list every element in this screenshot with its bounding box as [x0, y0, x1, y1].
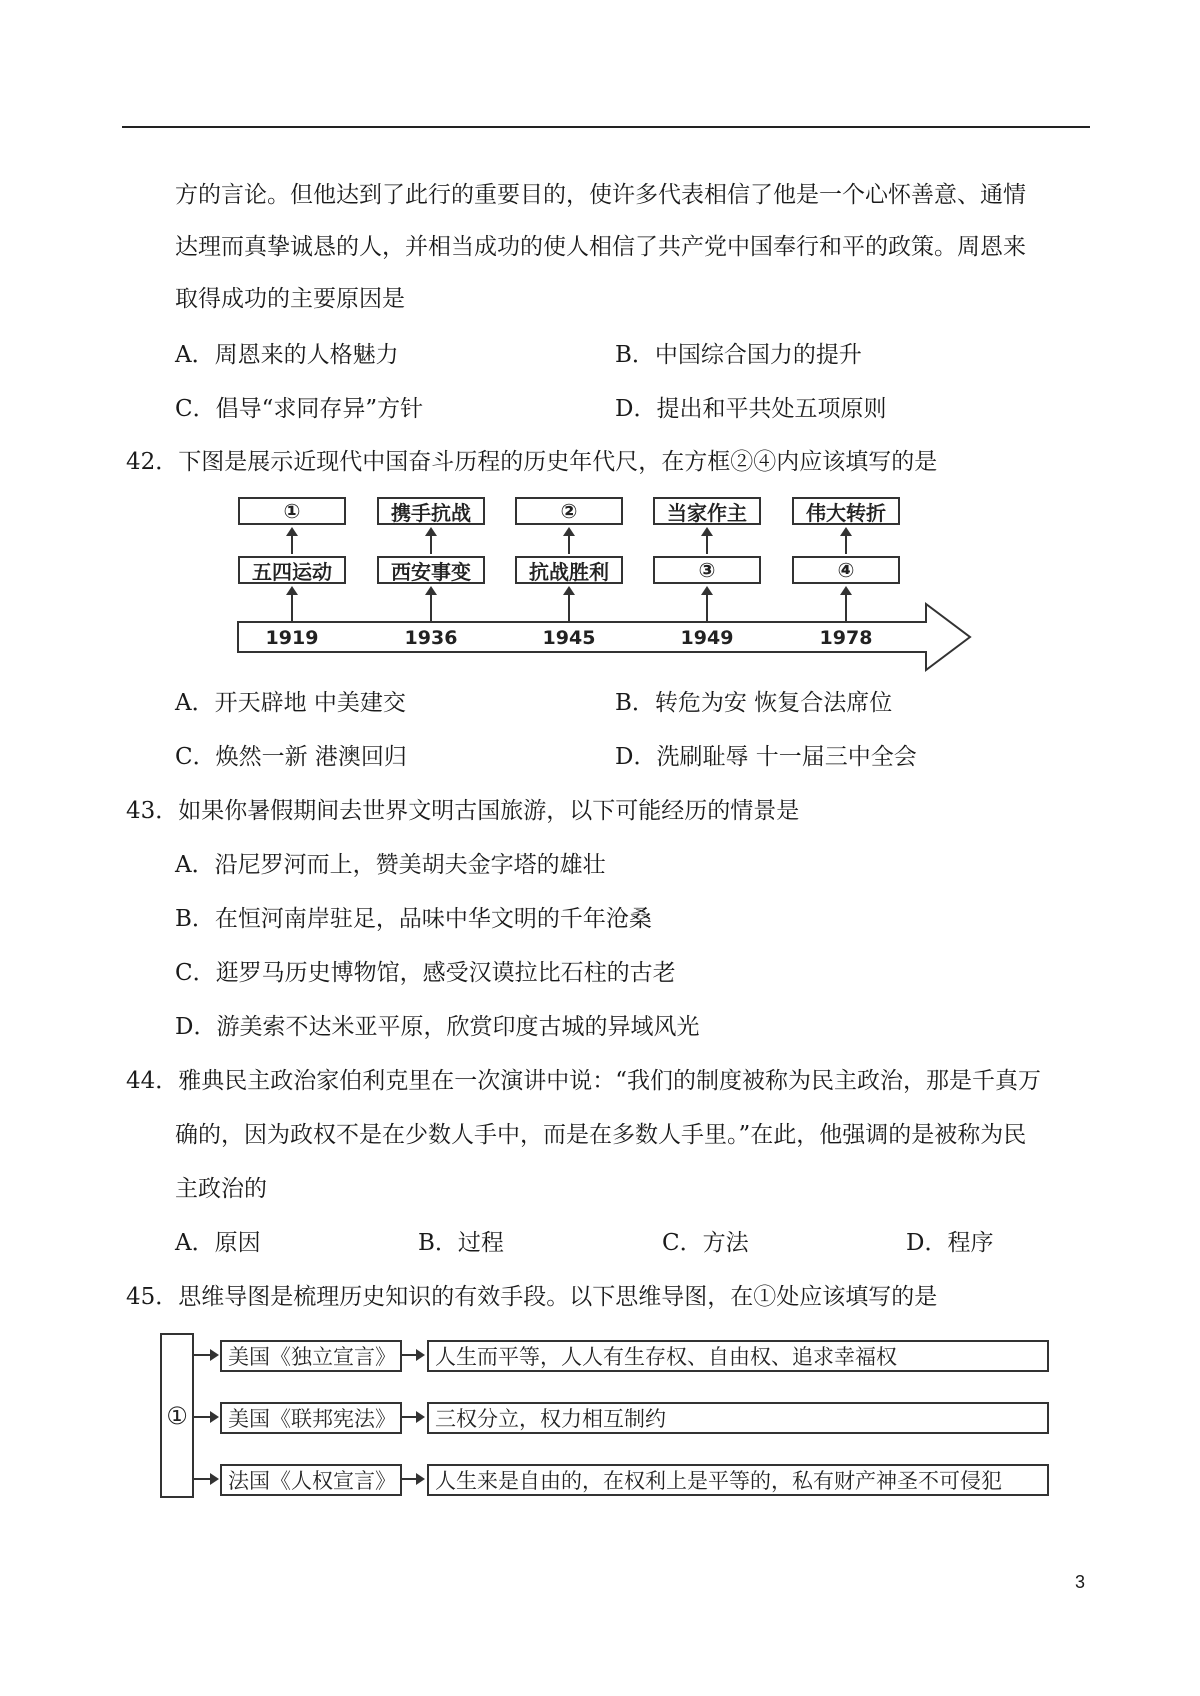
q44-line1: 44．雅典民主政治家伯利克里在一次演讲中说：“我们的制度被称为民主政治，那是千真万	[126, 1068, 1042, 1094]
mindmap-arrow	[194, 1416, 212, 1418]
q41-line1: 方的言论。但他达到了此行的重要目的，使许多代表相信了他是一个心怀善意、通情	[175, 182, 1026, 208]
q41-option-c[interactable]: C．倡导“求同存异”方针	[175, 396, 424, 422]
q43-option-c[interactable]: C．逛罗马历史博物馆，感受汉谟拉比石柱的古老	[175, 960, 676, 986]
timeline-arrow	[706, 534, 708, 554]
timeline-year-2: 1936	[404, 627, 458, 649]
q44-option-a[interactable]: A．原因	[175, 1230, 261, 1256]
q45-stem: 45．思维导图是梳理历史知识的有效手段。以下思维导图，在①处应该填写的是	[126, 1284, 938, 1310]
timeline-top-3: ②	[515, 497, 623, 525]
q44-option-c[interactable]: C．方法	[662, 1230, 749, 1256]
timeline-year-1: 1919	[265, 627, 319, 649]
q44-line2: 确的，因为政权不是在少数人手中，而是在多数人手里。”在此，他强调的是被称为民	[175, 1122, 1027, 1148]
mindmap-arrow	[194, 1478, 212, 1480]
q44-option-d[interactable]: D．程序	[906, 1230, 994, 1256]
q41-option-a[interactable]: A．周恩来的人格魅力	[175, 342, 399, 368]
timeline-top-1: ①	[238, 497, 346, 525]
q43-option-d[interactable]: D．游美索不达米亚平原，欣赏印度古城的异域风光	[175, 1014, 700, 1040]
q42-option-d[interactable]: D．洗刷耻辱 十一届三中全会	[615, 744, 917, 770]
mindmap-doc-3: 法国《人权宣言》	[220, 1464, 402, 1496]
q44-option-b[interactable]: B．过程	[418, 1230, 504, 1256]
mindmap-arrow	[402, 1354, 418, 1356]
timeline-mid-4: ③	[653, 556, 761, 584]
timeline-mid-3: 抗战胜利	[515, 556, 623, 584]
timeline-arrow	[430, 534, 432, 554]
timeline-top-4: 当家作主	[653, 497, 761, 525]
mindmap-doc-2: 美国《联邦宪法》	[220, 1402, 402, 1434]
timeline-arrow	[845, 534, 847, 554]
timeline-arrow	[568, 534, 570, 554]
timeline-top-2: 携手抗战	[377, 497, 485, 525]
timeline-mid-5: ④	[792, 556, 900, 584]
mindmap-doc-1: 美国《独立宣言》	[220, 1340, 402, 1372]
mindmap-root: ①	[160, 1333, 194, 1498]
q43-option-b[interactable]: B．在恒河南岸驻足，品味中华文明的千年沧桑	[175, 906, 652, 932]
q42-option-b[interactable]: B．转危为安 恢复合法席位	[615, 690, 893, 716]
q41-option-d[interactable]: D．提出和平共处五项原则	[615, 396, 887, 422]
q42-option-c[interactable]: C．焕然一新 港澳回归	[175, 744, 407, 770]
mindmap-content-2: 三权分立，权力相互制约	[427, 1402, 1049, 1434]
mindmap-content-3: 人生来是自由的，在权利上是平等的，私有财产神圣不可侵犯	[427, 1464, 1049, 1496]
q42-stem: 42．下图是展示近现代中国奋斗历程的历史年代尺，在方框②④内应该填写的是	[126, 449, 938, 475]
mindmap-content-1: 人生而平等，人人有生存权、自由权、追求幸福权	[427, 1340, 1049, 1372]
timeline-mid-2: 西安事变	[377, 556, 485, 584]
timeline-top-5: 伟大转折	[792, 497, 900, 525]
header-rule	[122, 126, 1090, 128]
q41-line2: 达理而真挚诚恳的人，并相当成功的使人相信了共产党中国奉行和平的政策。周恩来	[175, 234, 1026, 260]
q43-option-a[interactable]: A．沿尼罗河而上，赞美胡夫金字塔的雄壮	[175, 852, 606, 878]
timeline-year-5: 1978	[819, 627, 873, 649]
q41-line3: 取得成功的主要原因是	[175, 286, 405, 312]
q44-line3: 主政治的	[175, 1176, 267, 1202]
q43-stem: 43．如果你暑假期间去世界文明古国旅游，以下可能经历的情景是	[126, 798, 800, 824]
mindmap-arrow	[402, 1478, 418, 1480]
mindmap-arrow	[194, 1354, 212, 1356]
mindmap-arrow	[402, 1416, 418, 1418]
timeline-year-4: 1949	[680, 627, 734, 649]
q42-option-a[interactable]: A．开天辟地 中美建交	[175, 690, 406, 716]
timeline-year-3: 1945	[542, 627, 596, 649]
timeline-mid-1: 五四运动	[238, 556, 346, 584]
q41-option-b[interactable]: B．中国综合国力的提升	[615, 342, 862, 368]
page-number: 3	[1075, 1572, 1086, 1592]
timeline-arrow	[291, 534, 293, 554]
